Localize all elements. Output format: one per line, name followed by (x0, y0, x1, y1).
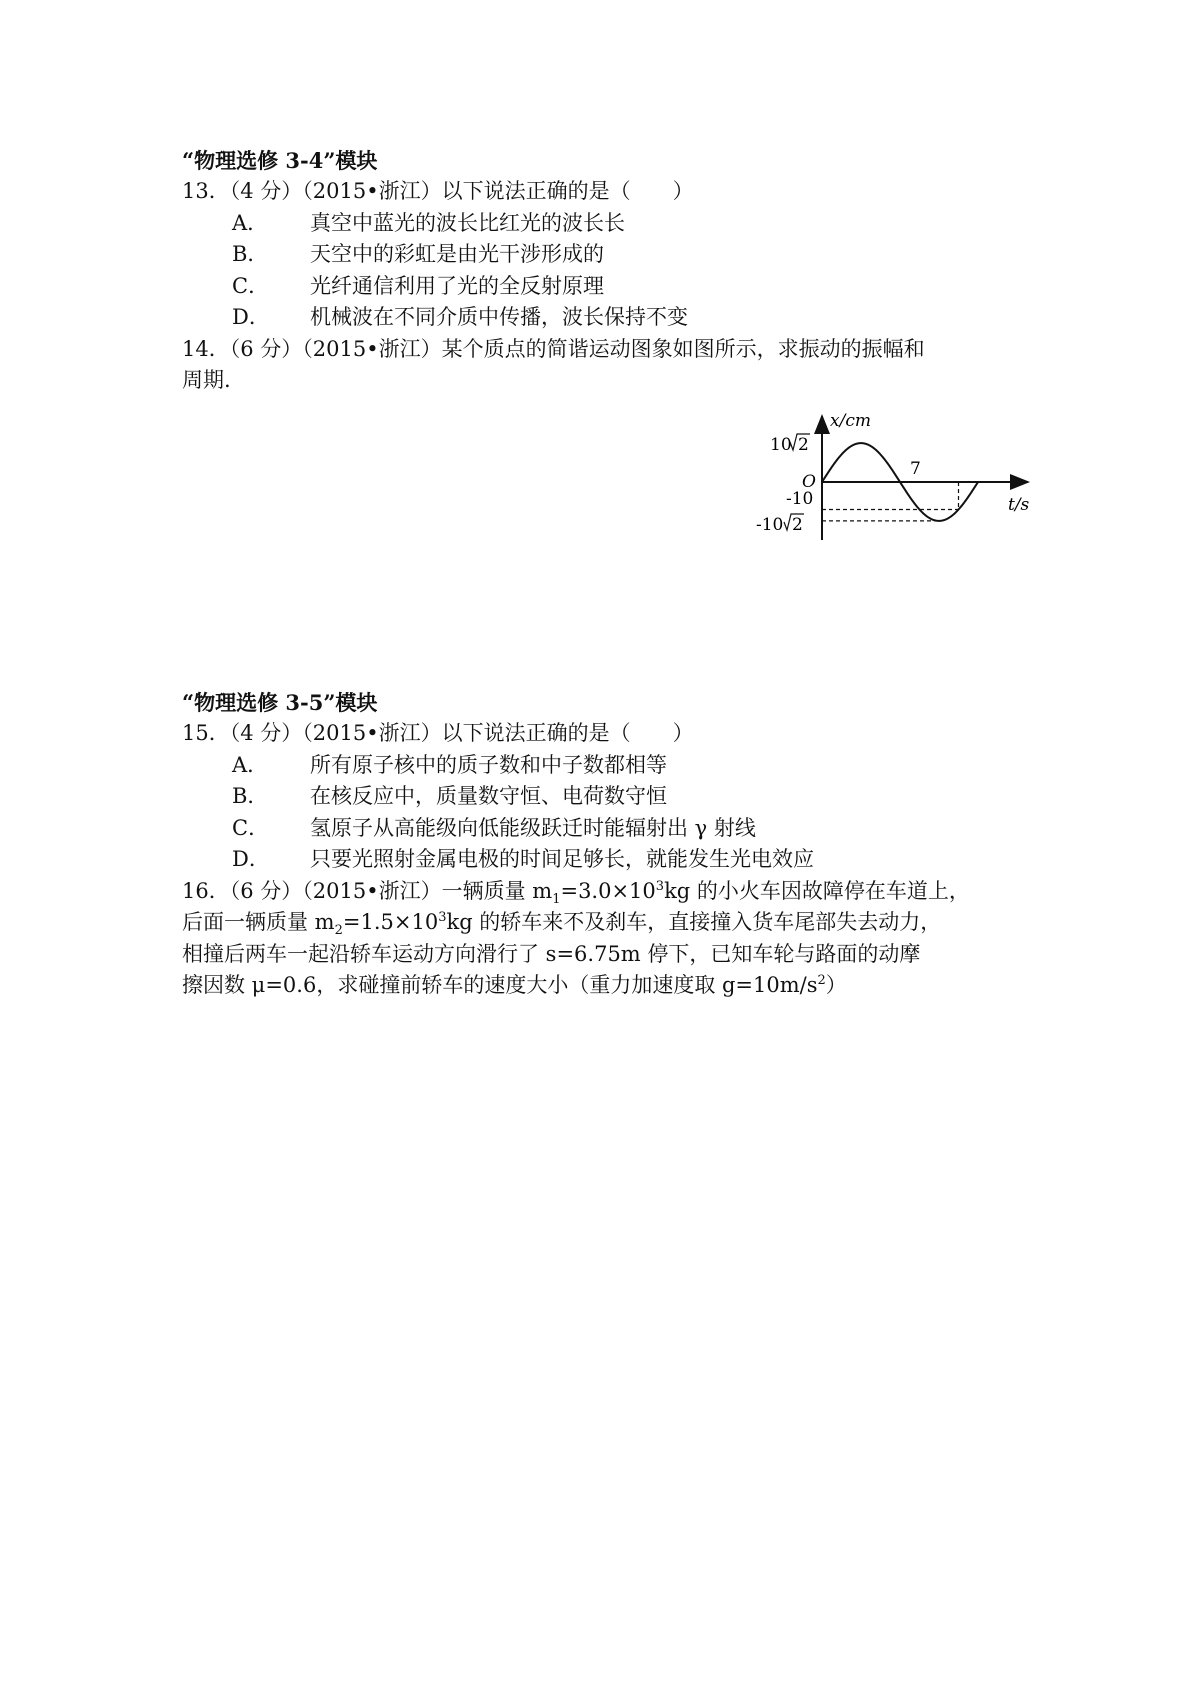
question-16-line-3: 相撞后两车一起沿轿车运动方向滑行了 s=6.75m 停下，已知车轮与路面的动摩 (182, 941, 921, 966)
option-key: D． (232, 305, 270, 329)
svg-text:-10: -10 (756, 515, 784, 535)
question-13-option-c (182, 271, 1042, 303)
option-text: 在核反应中，质量数守恒、电荷数守恒 (310, 784, 667, 808)
option-text: 光纤通信利用了光的全反射原理 (310, 273, 604, 298)
svg-text:10: 10 (770, 435, 792, 455)
shm-graph-svg (752, 412, 1034, 542)
question-14 (182, 334, 1027, 397)
y-min-label (756, 514, 804, 535)
question-14-line-2: 周期. (182, 368, 231, 392)
option-key: D． (232, 847, 270, 871)
option-text: 只要光照射金属电极的时间足够长，就能发生光电效应 (310, 847, 814, 871)
question-15-option-c (182, 813, 1042, 845)
question-16 (182, 876, 1027, 1002)
y-neg10-label: -10 (786, 489, 814, 509)
question-15-option-b (182, 781, 1042, 813)
option-key: C． (232, 273, 270, 298)
option-text: 氢原子从高能级向低能级跃迁时能辐射出 γ 射线 (310, 815, 756, 840)
section-3-4 (182, 146, 1042, 397)
question-13-stem: 13．（4 分）（2015•浙江）以下说法正确的是（ ） (182, 179, 694, 203)
option-text: 机械波在不同介质中传播，波长保持不变 (310, 305, 688, 329)
question-13-option-b (182, 239, 1042, 271)
section-title: “物理选修 3-4”模块 (182, 148, 378, 173)
x-axis-label: t/s (1008, 495, 1030, 515)
section-3-5 (182, 688, 1042, 1002)
question-15-stem: 15．（4 分）（2015•浙江）以下说法正确的是（ ） (182, 721, 694, 745)
question-16-line-4: 擦因数 μ=0.6，求碰撞前轿车的速度大小（重力加速度取 $g=10m/s^2$） (182, 973, 847, 997)
y-max-label (770, 434, 810, 455)
question-16-line-2: 后面一辆质量 $m_2=1.5\times 10^3kg$ 的轿车来不及刹车，直接撞入货车尾部失去动力， (182, 910, 942, 939)
option-key: C． (232, 815, 270, 840)
option-text: 所有原子核中的质子数和中子数都相等 (310, 752, 667, 777)
section-title: “物理选修 3-5”模块 (182, 690, 378, 715)
question-16-line-1: 16．（6 分）（2015•浙江）一辆质量 $m_1=3.0\times 10^3kg$ 的小火车因故障停在车道上， (182, 878, 970, 907)
option-key: A． (232, 752, 269, 777)
option-key: A． (232, 210, 269, 235)
question-13-option-d (182, 302, 1042, 334)
option-text: 真空中蓝光的波长比红光的波长长 (310, 210, 625, 235)
svg-text:2: 2 (798, 435, 809, 455)
option-key: B． (232, 242, 269, 266)
shm-graph (752, 412, 1034, 542)
question-13-option-a (182, 208, 1042, 240)
option-key: B． (232, 784, 269, 808)
question-15-option-a (182, 750, 1042, 782)
svg-text:2: 2 (792, 515, 803, 535)
origin-label: O (802, 472, 816, 492)
t-mark-label: 7 (910, 459, 921, 479)
question-14-line-1: 14．（6 分）（2015•浙江）某个质点的简谐运动图象如图所示，求振动的振幅和 (182, 336, 925, 361)
option-text: 天空中的彩虹是由光干涉形成的 (310, 242, 604, 266)
question-15-option-d (182, 844, 1042, 876)
y-axis-label: x/cm (830, 412, 871, 431)
